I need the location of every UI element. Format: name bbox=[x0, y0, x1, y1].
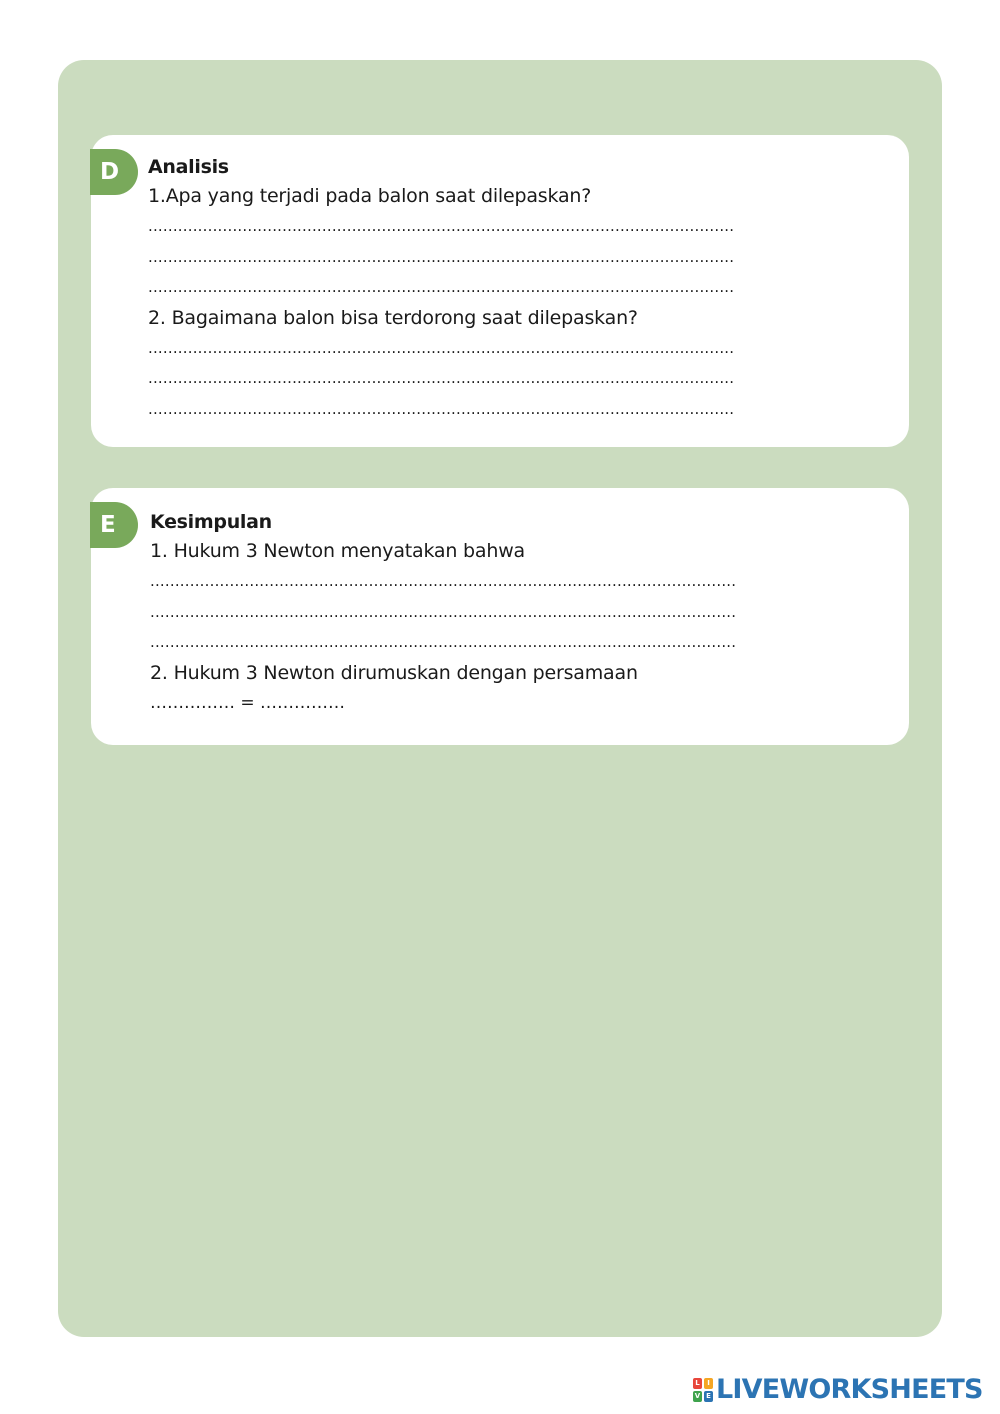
answer-field[interactable]: ...................................................................................................................... bbox=[148, 278, 735, 296]
answer-field[interactable]: ...................................................................................................................... bbox=[148, 369, 735, 387]
equation-answer-field[interactable]: …………… = …………… bbox=[150, 692, 346, 713]
section-badge-e: E bbox=[90, 502, 138, 548]
liveworksheets-logo-icon bbox=[693, 1378, 713, 1402]
liveworksheets-brand bbox=[693, 1374, 983, 1406]
brand-name: LIVEWORKSHEETS bbox=[716, 1374, 983, 1405]
logo-tile: V bbox=[694, 1392, 701, 1400]
section-analisis-card bbox=[91, 135, 909, 447]
answer-field[interactable]: ...................................................................................................................... bbox=[148, 217, 735, 235]
section-kesimpulan-card bbox=[91, 488, 909, 745]
answer-field[interactable]: ...................................................................................................................... bbox=[148, 247, 735, 266]
logo-tile: I bbox=[704, 1378, 713, 1389]
answer-field[interactable]: ...................................................................................................................... bbox=[148, 338, 735, 357]
question-1: 1.Apa yang terjadi pada balon saat dilepaskan? bbox=[148, 185, 592, 207]
section-title: Analisis bbox=[148, 156, 229, 178]
question-1: 1. Hukum 3 Newton menyatakan bahwa bbox=[150, 540, 525, 562]
answer-field[interactable]: ...................................................................................................................... bbox=[150, 633, 737, 651]
answer-field[interactable]: ...................................................................................................................... bbox=[150, 602, 737, 621]
section-title: Kesimpulan bbox=[150, 511, 272, 533]
section-badge-d: D bbox=[90, 149, 138, 195]
section-kesimpulan-content bbox=[150, 508, 880, 718]
logo-tile: L bbox=[693, 1378, 702, 1389]
section-analisis-content bbox=[148, 153, 878, 424]
answer-field[interactable]: ...................................................................................................................... bbox=[148, 399, 735, 418]
answer-field[interactable]: ...................................................................................................................... bbox=[150, 572, 737, 590]
question-2: 2. Hukum 3 Newton dirumuskan dengan persamaan bbox=[150, 661, 638, 684]
question-2: 2. Bagaimana balon bisa terdorong saat dilepaskan? bbox=[148, 306, 638, 329]
logo-tile: E bbox=[704, 1391, 713, 1402]
